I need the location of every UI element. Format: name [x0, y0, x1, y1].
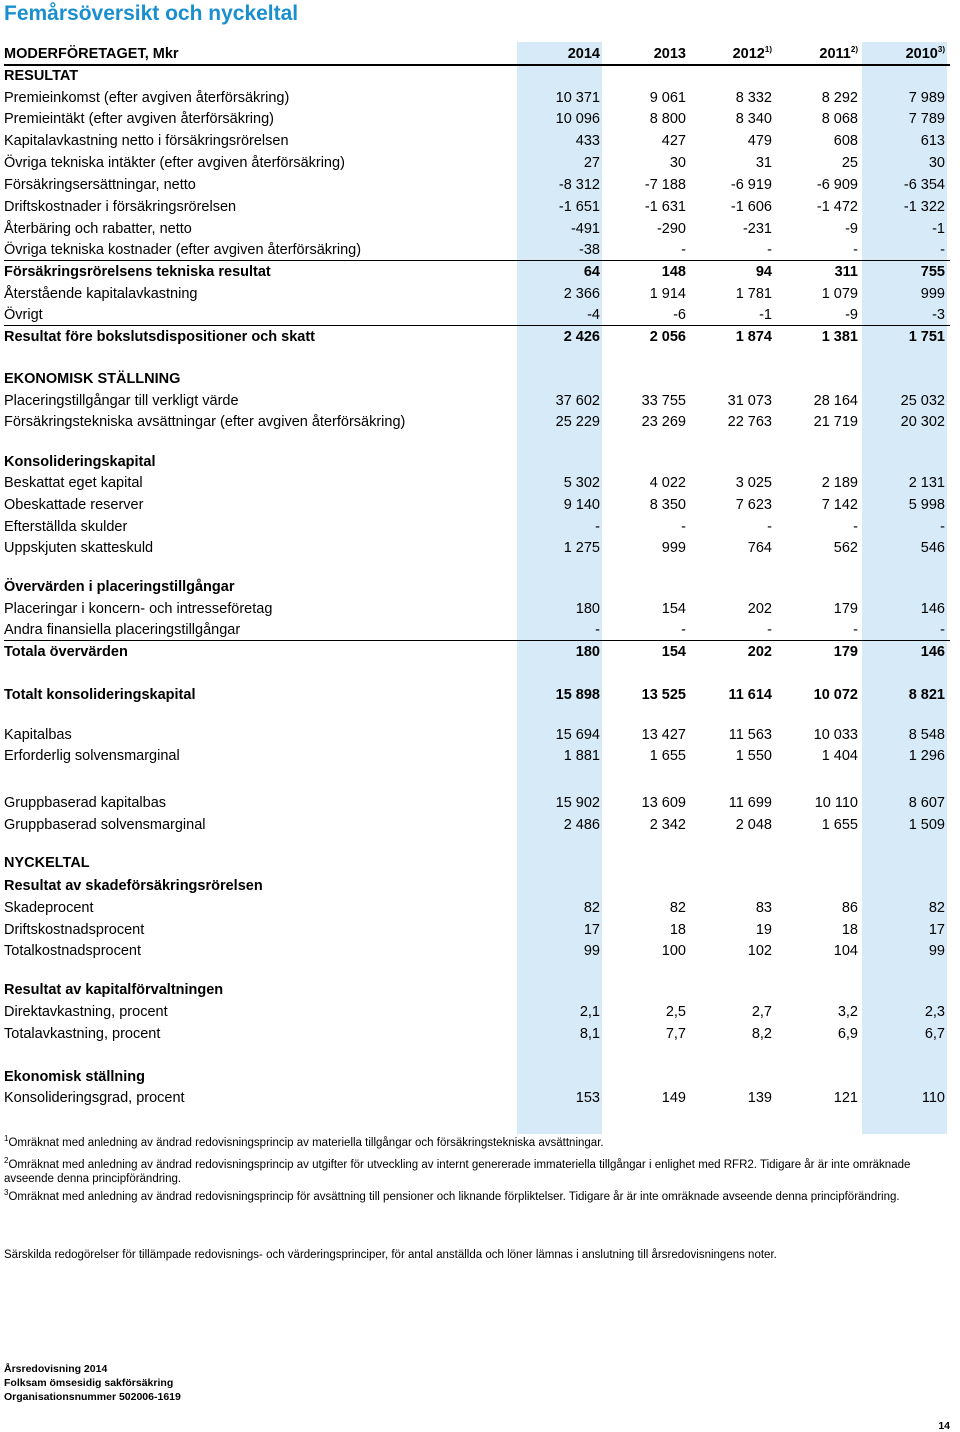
table-row: [4, 792, 950, 814]
cell-value: -: [595, 519, 600, 535]
row-label: Gruppbaserad solvensmarginal: [4, 817, 206, 833]
cell-value: 154: [661, 644, 686, 660]
page-title: Femårsöversikt och nyckeltal: [4, 2, 299, 25]
cell-value: 154: [661, 601, 686, 617]
row-label: Resultat före bokslutsdispositioner och skatt: [4, 329, 315, 345]
section-heading: RESULTAT: [4, 68, 79, 84]
cell-value: 33 755: [641, 393, 686, 409]
cell-value: 1 655: [821, 817, 858, 833]
cell-value: -: [681, 622, 686, 638]
cell-value: 1 914: [649, 286, 686, 302]
cell-value: 8,1: [579, 1026, 600, 1042]
cell-value: 110: [921, 1090, 945, 1106]
table-row: [4, 239, 950, 261]
cell-value: 2 342: [649, 817, 686, 833]
section-heading-row: [4, 979, 950, 1001]
row-label: Obeskattade reserver: [4, 497, 144, 513]
row-label: Gruppbaserad kapitalbas: [4, 795, 167, 811]
cell-value: 179: [833, 601, 858, 617]
row-label: Uppskjuten skatteskuld: [4, 540, 154, 556]
section-heading-row: [4, 852, 950, 874]
row-label: Andra finansiella placeringstillgångar: [4, 622, 241, 638]
cell-value: 11 699: [728, 795, 772, 811]
cell-value: 1 381: [821, 329, 858, 345]
cell-value: 427: [661, 133, 686, 149]
cell-value: 2 486: [563, 817, 600, 833]
section-heading-row: [4, 65, 950, 87]
cell-value: 99: [583, 943, 600, 959]
row-label: Konsolideringsgrad, procent: [4, 1090, 185, 1106]
year-header: [692, 46, 772, 62]
cell-value: 613: [920, 133, 945, 149]
cell-value: 20 302: [900, 414, 945, 430]
cell-value: 99: [928, 943, 945, 959]
cell-value: 1 550: [735, 748, 772, 764]
row-label: Övriga tekniska intäkter (efter avgiven återförsäkring): [4, 155, 345, 171]
cell-value: 1 874: [735, 329, 772, 345]
cell-value: 202: [747, 644, 772, 660]
row-label: Driftskostnader i försäkringsrörelsen: [4, 199, 237, 215]
row-label: Totalt konsolideringskapital: [4, 687, 196, 703]
cell-value: 479: [747, 133, 772, 149]
cell-value: 755: [920, 264, 945, 280]
cell-value: -: [853, 242, 858, 258]
cell-value: 1 751: [908, 329, 945, 345]
row-label: Återbäring och rabatter, netto: [4, 221, 192, 237]
cell-value: 82: [669, 900, 686, 916]
cell-value: 25 229: [555, 414, 600, 430]
table-row: [4, 390, 950, 412]
footnote-text: Omräknat med anledning av ändrad redovisningsprincip för avsättning till pensioner och liknande förpliktelser. Tidigare år är inte omräknade avseende denna principförändring.: [8, 1191, 900, 1203]
cell-value: 27: [583, 155, 600, 171]
cell-value: 2 366: [563, 286, 600, 302]
cell-value: 83: [755, 900, 772, 916]
cell-value: 1 275: [563, 540, 600, 556]
table-row: [4, 283, 950, 305]
row-label: Efterställda skulder: [4, 519, 128, 535]
table-row: [4, 304, 950, 326]
cell-value: 22 763: [727, 414, 772, 430]
cell-value: 1 296: [908, 748, 945, 764]
table-row: [4, 130, 950, 152]
footnote-text: Omräknat med anledning av ändrad redovisningsprincip av materiella tillgångar och försäkringstekniska avsättningar.: [8, 1137, 604, 1149]
cell-value: 562: [833, 540, 858, 556]
table-row: [4, 1087, 950, 1109]
section-heading: Resultat av skadeförsäkringsrörelsen: [4, 878, 263, 894]
cell-value: 2,3: [924, 1004, 945, 1020]
cell-value: 102: [747, 943, 772, 959]
cell-value: 11 563: [728, 727, 772, 743]
cell-value: 149: [661, 1090, 686, 1106]
cell-value: 180: [575, 601, 600, 617]
cell-value: 5 998: [908, 497, 945, 513]
row-label: Totala övervärden: [4, 644, 128, 660]
cell-value: -6 909: [816, 177, 858, 193]
table-row: [4, 724, 950, 746]
table-row: [4, 326, 950, 348]
cell-value: 146: [920, 644, 945, 660]
cell-value: 104: [833, 943, 858, 959]
cell-value: 13 525: [641, 687, 686, 703]
cell-value: -9: [845, 307, 858, 323]
row-label: Direktavkastning, procent: [4, 1004, 168, 1020]
row-label: Kapitalavkastning netto i försäkringsrörelsen: [4, 133, 289, 149]
cell-value: 8 821: [908, 687, 945, 703]
cell-value: 7 989: [908, 90, 945, 106]
cell-value: -1 606: [730, 199, 772, 215]
cell-value: 1 079: [821, 286, 858, 302]
cell-value: 13 427: [641, 727, 686, 743]
cell-value: 15 694: [555, 727, 600, 743]
year-footnote-mark: 1): [764, 45, 772, 54]
cell-value: 8 332: [735, 90, 772, 106]
cell-value: 21 719: [813, 414, 858, 430]
cell-value: 30: [669, 155, 686, 171]
cell-value: 139: [747, 1090, 772, 1106]
row-label: Totalkostnadsprocent: [4, 943, 142, 959]
cell-value: 2 131: [908, 475, 945, 491]
cell-value: 9 061: [649, 90, 686, 106]
cell-value: 1 781: [735, 286, 772, 302]
cell-value: 86: [841, 900, 858, 916]
table-row: [4, 745, 950, 767]
row-label: Placeringstillgångar till verkligt värde: [4, 393, 239, 409]
cell-value: 8 292: [821, 90, 858, 106]
table-row: [4, 919, 950, 941]
cell-value: 15 898: [555, 687, 600, 703]
cell-value: 8 548: [908, 727, 945, 743]
cell-value: 8,2: [751, 1026, 772, 1042]
cell-value: 23 269: [641, 414, 686, 430]
table-row: [4, 152, 950, 174]
table-row: [4, 940, 950, 962]
cell-value: 1 404: [821, 748, 858, 764]
year-header: [606, 46, 686, 62]
table-header-row: [4, 43, 950, 65]
cell-value: 148: [661, 264, 686, 280]
section-heading-row: [4, 576, 950, 598]
cell-value: 8 340: [735, 111, 772, 127]
row-label: Övriga tekniska kostnader (efter avgiven återförsäkring): [4, 242, 362, 258]
section-heading: EKONOMISK STÄLLNING: [4, 371, 181, 387]
section-heading-row: [4, 451, 950, 473]
company-name: Folksam ömsesidig sakförsäkring: [4, 1377, 174, 1389]
section-heading-row: [4, 1066, 950, 1088]
cell-value: 7,7: [665, 1026, 686, 1042]
cell-value: -38: [579, 242, 600, 258]
cell-value: -1 651: [558, 199, 600, 215]
cell-value: 4 022: [649, 475, 686, 491]
cell-value: 30: [928, 155, 945, 171]
year-header: [778, 46, 858, 62]
row-label: Kapitalbas: [4, 727, 72, 743]
cell-value: 7 142: [821, 497, 858, 513]
cell-value: 19: [755, 922, 772, 938]
cell-value: 8 068: [821, 111, 858, 127]
table-row: [4, 1023, 950, 1045]
cell-value: 82: [928, 900, 945, 916]
cell-value: 764: [747, 540, 772, 556]
section-heading-row: [4, 875, 950, 897]
year-footnote-mark: 3): [937, 45, 945, 54]
row-label: Totalavkastning, procent: [4, 1026, 161, 1042]
cell-value: -1 322: [903, 199, 945, 215]
table-row: [4, 814, 950, 836]
row-label: Skadeprocent: [4, 900, 94, 916]
table-row: [4, 897, 950, 919]
cell-value: -4: [587, 307, 600, 323]
cell-value: -1: [759, 307, 772, 323]
cell-value: 999: [661, 540, 686, 556]
cell-value: 10 033: [813, 727, 858, 743]
annual-report-label: Årsredovisning 2014: [4, 1363, 108, 1375]
row-label: Beskattat eget kapital: [4, 475, 143, 491]
row-label: Premieintäkt (efter avgiven återförsäkring): [4, 111, 274, 127]
cell-value: -: [681, 519, 686, 535]
cell-value: 6,9: [837, 1026, 858, 1042]
table-row: [4, 87, 950, 109]
cell-value: 10 072: [813, 687, 858, 703]
cell-value: -: [595, 622, 600, 638]
table-header-label: MODERFÖRETAGET, Mkr: [4, 46, 179, 62]
section-heading: Resultat av kapitalförvaltningen: [4, 982, 224, 998]
cell-value: -6 354: [903, 177, 945, 193]
cell-value: 2 048: [735, 817, 772, 833]
cell-value: 10 110: [814, 795, 858, 811]
cell-value: -: [853, 622, 858, 638]
cell-value: 15 902: [555, 795, 600, 811]
cell-value: -: [767, 519, 772, 535]
row-label: Försäkringstekniska avsättningar (efter avgiven återförsäkring): [4, 414, 406, 430]
row-label: Premieinkomst (efter avgiven återförsäkring): [4, 90, 290, 106]
row-label: Övrigt: [4, 307, 43, 323]
cell-value: -1: [932, 221, 945, 237]
year-label: 2011: [819, 46, 851, 62]
cell-value: 25: [841, 155, 858, 171]
table-row: [4, 174, 950, 196]
cell-value: -3: [932, 307, 945, 323]
cell-value: 18: [841, 922, 858, 938]
footnote-text: Omräknat med anledning av ändrad redovisningsprincip av utgifter för utveckling av internt genererade immateriella tillgångar i enlighet med RFR2. Tidigare år är inte omräknade avseende denna principförändring.: [4, 1159, 911, 1185]
cell-value: 17: [928, 922, 945, 938]
cell-value: 608: [833, 133, 858, 149]
cell-value: 2,1: [579, 1004, 600, 1020]
table-row: [4, 1001, 950, 1023]
cell-value: 180: [575, 644, 600, 660]
cell-value: 8 350: [649, 497, 686, 513]
principles-note: Särskilda redogörelser för tillämpade redovisnings- och värderingsprinciper, för antal anställda och löner lämnas i anslutning till årsredovisningens noter.: [4, 1249, 777, 1261]
cell-value: 82: [583, 900, 600, 916]
footnote: [4, 1158, 939, 1186]
cell-value: -: [940, 242, 945, 258]
cell-value: 31 073: [727, 393, 772, 409]
cell-value: 5 302: [563, 475, 600, 491]
section-heading: NYCKELTAL: [4, 855, 90, 871]
cell-value: 13 609: [641, 795, 686, 811]
table-row: [4, 619, 950, 641]
year-label: 2010: [905, 46, 938, 62]
cell-value: 311: [834, 264, 858, 280]
page-number: 14: [938, 1420, 950, 1432]
cell-value: -290: [656, 221, 686, 237]
cell-value: 1 509: [908, 817, 945, 833]
cell-value: 179: [833, 644, 858, 660]
cell-value: 546: [920, 540, 945, 556]
footnote: [4, 1190, 939, 1204]
year-header: [520, 46, 600, 62]
cell-value: 2,7: [751, 1004, 772, 1020]
table-row: [4, 684, 950, 706]
cell-value: -: [853, 519, 858, 535]
row-label: Erforderlig solvensmarginal: [4, 748, 180, 764]
table-row: [4, 537, 950, 559]
cell-value: 7 789: [908, 111, 945, 127]
cell-value: 94: [755, 264, 772, 280]
cell-value: 433: [575, 133, 600, 149]
cell-value: -8 312: [558, 177, 600, 193]
cell-value: 3 025: [735, 475, 772, 491]
section-heading: Övervärden i placeringstillgångar: [4, 579, 235, 595]
table-row: [4, 598, 950, 620]
cell-value: 121: [833, 1090, 858, 1106]
table-row: [4, 641, 950, 663]
year-footnote-mark: 2): [850, 45, 858, 54]
table-row: [4, 108, 950, 130]
cell-value: 37 602: [555, 393, 600, 409]
cell-value: 18: [669, 922, 686, 938]
cell-value: 146: [920, 601, 945, 617]
cell-value: 11 614: [728, 687, 772, 703]
cell-value: 17: [583, 922, 600, 938]
section-heading: Konsolideringskapital: [4, 454, 156, 470]
cell-value: 153: [575, 1090, 600, 1106]
row-label: Försäkringsersättningar, netto: [4, 177, 196, 193]
cell-value: -1 472: [816, 199, 858, 215]
cell-value: -: [940, 519, 945, 535]
cell-value: 2,5: [665, 1004, 686, 1020]
cell-value: 8 800: [649, 111, 686, 127]
year-header: [865, 46, 945, 62]
cell-value: 999: [920, 286, 945, 302]
cell-value: 3,2: [837, 1004, 858, 1020]
footnote: [4, 1136, 939, 1150]
org-number: Organisationsnummer 502006-1619: [4, 1391, 181, 1403]
cell-value: 6,7: [924, 1026, 945, 1042]
footnote-mark: 3: [4, 1188, 9, 1197]
table-row: [4, 472, 950, 494]
cell-value: 1 881: [563, 748, 600, 764]
row-label: Placeringar i koncern- och intresseföretag: [4, 601, 273, 617]
table-row: [4, 196, 950, 218]
cell-value: 25 032: [900, 393, 945, 409]
footnote-mark: 2: [4, 1156, 9, 1165]
cell-value: -6: [673, 307, 686, 323]
cell-value: 2 189: [821, 475, 858, 491]
cell-value: -6 919: [730, 177, 772, 193]
footnote-mark: 1: [4, 1134, 9, 1143]
year-label: 2014: [567, 46, 600, 62]
cell-value: 100: [661, 943, 686, 959]
year-label: 2013: [653, 46, 686, 62]
cell-value: -7 188: [644, 177, 686, 193]
cell-value: 2 426: [563, 329, 600, 345]
cell-value: -: [681, 242, 686, 258]
table-row: [4, 494, 950, 516]
cell-value: -: [767, 622, 772, 638]
section-heading-row: [4, 368, 950, 390]
cell-value: 202: [747, 601, 772, 617]
cell-value: 7 623: [735, 497, 772, 513]
table-row: [4, 516, 950, 538]
organisation-info: [4, 1362, 181, 1404]
cell-value: 64: [583, 264, 600, 280]
cell-value: 10 096: [555, 111, 600, 127]
table-row: [4, 218, 950, 240]
row-label: Återstående kapitalavkastning: [4, 286, 198, 302]
row-label: Driftskostnadsprocent: [4, 922, 145, 938]
cell-value: -9: [845, 221, 858, 237]
cell-value: -: [767, 242, 772, 258]
cell-value: 31: [755, 155, 772, 171]
row-label: Försäkringsrörelsens tekniska resultat: [4, 264, 271, 280]
year-label: 2012: [732, 46, 765, 62]
cell-value: 1 655: [649, 748, 686, 764]
cell-value: 10 371: [555, 90, 600, 106]
cell-value: 8 607: [908, 795, 945, 811]
cell-value: 28 164: [813, 393, 858, 409]
cell-value: -: [940, 622, 945, 638]
cell-value: 2 056: [649, 329, 686, 345]
table-row: [4, 261, 950, 283]
cell-value: -491: [570, 221, 600, 237]
cell-value: -231: [742, 221, 772, 237]
section-heading: Ekonomisk ställning: [4, 1069, 145, 1085]
cell-value: 9 140: [563, 497, 600, 513]
table-row: [4, 411, 950, 433]
cell-value: -1 631: [644, 199, 686, 215]
